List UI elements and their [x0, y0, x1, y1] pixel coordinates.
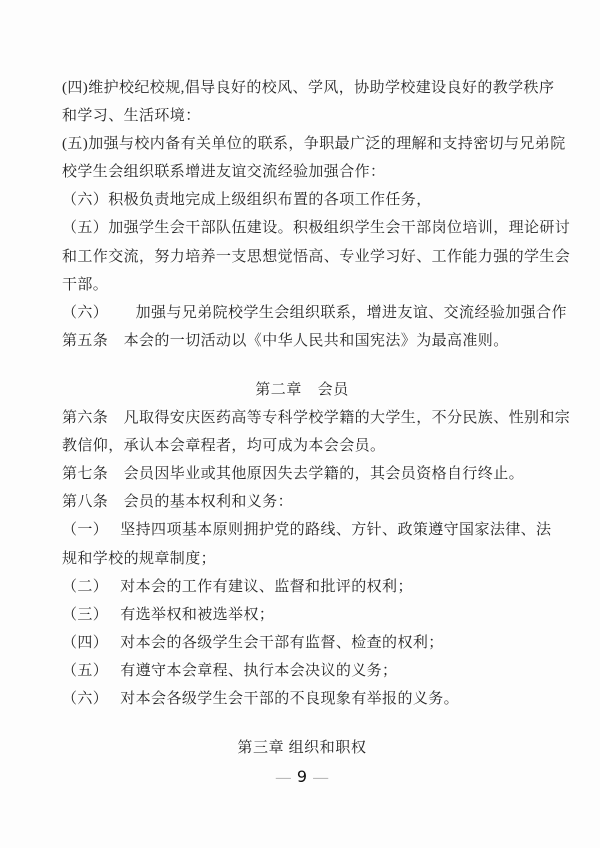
- document-line: （二） 对本会的工作有建议、监督和批评的权利；: [62, 578, 413, 595]
- document-line: 干部。: [62, 276, 109, 293]
- document-body: [62, 74, 571, 762]
- document-line: 第六条 凡取得安庆医药高等专科学校学籍的大学生，不分民族、性别和宗: [62, 410, 571, 427]
- document-line: 第五条 本会的一切活动以《中华人民共和国宪法》为最高准则。: [62, 332, 509, 349]
- document-line: （三） 有选举权和被选举权；: [62, 606, 275, 623]
- document-line: 和学习、生活环境：: [62, 108, 201, 125]
- document-line: 校学生会组织联系增进友谊交流经验加强合作：: [62, 164, 386, 181]
- document-line: (四)维护校纪校规,倡导良好的校风、学风，协助学校建设良好的教学秩序: [62, 80, 555, 96]
- chapter-heading: 第三章 组织和职权: [237, 740, 367, 757]
- page-footer: [62, 764, 542, 791]
- document-line: 和工作交流，努力培养一支思想觉悟高、专业学习好、工作能力强的学生会: [62, 248, 571, 265]
- document-line: 第八条 会员的基本权利和义务：: [62, 494, 294, 511]
- footer-left-dash: —: [275, 770, 291, 787]
- chapter-heading: 第二章 会员: [255, 381, 349, 398]
- document-line: 第七条 会员因毕业或其他原因失去学籍的，其会员资格自行终止。: [62, 466, 525, 483]
- document-line: （六） 加强与兄弟院校学生会组织联系，增进友谊、交流经验加强合作: [62, 304, 567, 321]
- document-line: （六）积极负责地完成上级组织布置的各项工作任务，: [62, 192, 432, 209]
- document-line: （一） 坚持四项基本原则拥护党的路线、方针、政策遵守国家法律、法: [62, 522, 552, 539]
- document-line: 规和学校的规章制度；: [62, 550, 217, 567]
- document-line: （五） 有遵守本会章程、执行本会决议的义务；: [62, 662, 398, 679]
- footer-right-dash: —: [313, 770, 329, 787]
- page-number: 9: [296, 767, 308, 787]
- document-line: （四） 对本会的各级学生会干部有监督、检查的权利；: [62, 634, 444, 651]
- document-line: 教信仰，承认本会章程者，均可成为本会会员。: [62, 438, 386, 455]
- document-line: (五)加强与校内备有关单位的联系，争职最广泛的理解和支持密切与兄弟院: [62, 136, 566, 153]
- document-line: （五）加强学生会干部队伍建设。积极组织学生会干部岗位培训，理论研讨: [62, 220, 571, 237]
- document-line: （六） 对本会各级学生会干部的不良现象有举报的义务。: [62, 690, 460, 707]
